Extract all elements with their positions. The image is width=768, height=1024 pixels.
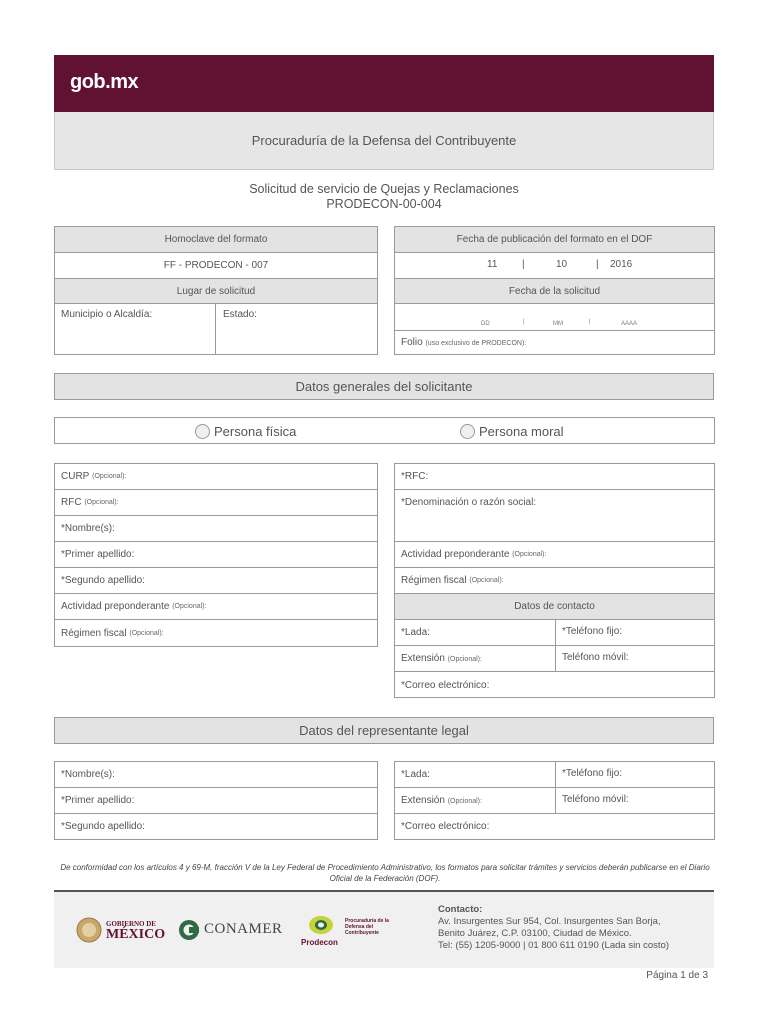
rfc-note: (Opcional):: [84, 499, 119, 506]
rfc-moral-field[interactable]: [395, 464, 714, 490]
regimen-moral-note: (Opcional):: [469, 577, 504, 584]
rep-correo-field[interactable]: [395, 814, 714, 839]
escudo-icon: [76, 917, 102, 943]
persona-selector: [54, 417, 715, 444]
actividad-moral-note: (Opcional):: [512, 551, 547, 558]
contact-address-2: Benito Juárez, C.P. 03100, Ciudad de México.: [438, 928, 632, 939]
telefono-fijo-field[interactable]: *Teléfono fijo:: [562, 626, 623, 637]
rfc-label: RFC: [61, 497, 82, 508]
estado-field[interactable]: Estado:: [223, 309, 257, 320]
curp-note: (Opcional):: [92, 473, 127, 480]
regimen-moral-field[interactable]: [395, 568, 714, 594]
contact-phone: Tel: (55) 1205-9000 | 01 800 611 0190 (Lada sin costo): [438, 940, 669, 951]
fecha-pub-sep1: |: [522, 259, 525, 270]
folio-label: Folio: [401, 337, 423, 348]
section-datos-generales: Datos generales del solicitante: [54, 373, 714, 400]
fecha-pub-month: 10: [556, 259, 568, 270]
contact-title: Contacto:: [438, 904, 483, 915]
correo-label: *Correo electrónico:: [401, 679, 490, 691]
actividad-moral-label: Actividad preponderante: [401, 549, 510, 560]
rfc-moral-label: *RFC:: [401, 471, 429, 482]
denominacion-field[interactable]: [395, 490, 714, 542]
nombre-field[interactable]: [55, 516, 377, 542]
correo-field[interactable]: [395, 672, 714, 698]
rep-lada-field[interactable]: *Lada:: [401, 769, 430, 780]
persona-fisica-option[interactable]: [195, 423, 296, 439]
rep-extension-note: (Opcional):: [447, 798, 482, 805]
regimen-moral-label: Régimen fiscal: [401, 575, 467, 586]
rep-nombre-field[interactable]: [55, 762, 377, 788]
fecha-pub-header: Fecha de publicación del formato en el DOF: [395, 227, 714, 252]
persona-moral-option[interactable]: [460, 423, 564, 439]
fecha-sol-field[interactable]: [395, 304, 714, 330]
regimen-label: Régimen fiscal: [61, 627, 127, 639]
contacto-header: Datos de contacto: [395, 594, 714, 620]
prodecon-icon: [307, 914, 335, 936]
telefono-movil-field[interactable]: Teléfono móvil:: [562, 652, 629, 663]
gob-logo[interactable]: gob.mx: [70, 71, 139, 93]
fecha-pub-sep2: |: [596, 259, 599, 270]
rfc-fisica-field[interactable]: [55, 490, 377, 516]
segundo-apellido-field[interactable]: [55, 568, 377, 594]
conamer-icon: [178, 919, 200, 941]
form-title: [54, 182, 714, 212]
rep-primer-apellido-label: *Primer apellido:: [61, 795, 135, 806]
gob-banner: [54, 55, 714, 112]
primer-apellido-field[interactable]: [55, 542, 377, 568]
contact-address-1: Av. Insurgentes Sur 954, Col. Insurgentes San Borja,: [438, 916, 661, 927]
legal-note: De conformidad con los artículos 4 y 69-M, fracción V de la Ley Federal de Procedimiento Administrativo, los formatos para solicitar trámites y servicios deberán publicarse en el Diario Oficial de la Federación (DOF).: [60, 863, 710, 883]
mm-label: MM: [553, 321, 563, 327]
rep-primer-apellido-field[interactable]: [55, 788, 377, 814]
representante-right-table: [394, 761, 715, 840]
regimen-note: (Opcional):: [129, 629, 164, 637]
persona-moral-table: [394, 463, 715, 698]
rep-nombre-label: *Nombre(s):: [61, 769, 115, 780]
folio-note: (uso exclusivo de PRODECON):: [425, 340, 527, 347]
rep-segundo-apellido-field[interactable]: [55, 814, 377, 839]
prodecon-logo: [301, 914, 409, 952]
municipio-field[interactable]: Municipio o Alcaldía:: [61, 309, 153, 320]
fecha-pub-year: 2016: [610, 259, 633, 270]
persona-moral-radio[interactable]: [460, 424, 475, 439]
folio-field[interactable]: [401, 337, 526, 348]
conamer-logo: [178, 918, 290, 946]
extension-note: (Opcional):: [447, 656, 482, 663]
homoclave-value: FF - PRODECON - 007: [163, 260, 269, 271]
nombre-label: *Nombre(s):: [61, 523, 115, 534]
primer-apellido-label: *Primer apellido:: [61, 549, 135, 560]
actividad-moral-field[interactable]: [395, 542, 714, 568]
fecha-table: [394, 226, 715, 355]
persona-moral-label: Persona moral: [479, 424, 564, 440]
persona-fisica-label: Persona física: [214, 424, 297, 440]
curp-field[interactable]: [55, 464, 377, 490]
aaaa-label: AAAA: [621, 321, 638, 327]
rep-correo-label: *Correo electrónico:: [401, 821, 490, 832]
dd-label: DD: [481, 321, 490, 327]
homoclave-table: [54, 226, 378, 355]
lada-field[interactable]: *Lada:: [401, 627, 430, 638]
curp-label: CURP: [61, 471, 90, 482]
persona-fisica-table: [54, 463, 378, 647]
fecha-sol-header: Fecha de la solicitud: [395, 279, 714, 303]
fecha-pub-day: 11: [487, 259, 498, 270]
form-code: PRODECON-00-004: [326, 197, 442, 211]
page-number: Página 1 de 3: [646, 970, 708, 981]
fecha-sol-sep2: |: [589, 319, 591, 325]
regimen-fisica-field[interactable]: [55, 620, 377, 646]
persona-fisica-radio[interactable]: [195, 424, 210, 439]
actividad-note: (Opcional):: [172, 603, 207, 610]
section-representante: Datos del representante legal: [54, 717, 714, 744]
representante-left-table: [54, 761, 378, 840]
rep-extension-field[interactable]: [401, 795, 482, 806]
homoclave-header: Homoclave del formato: [55, 227, 377, 252]
organization-title: Procuraduría de la Defensa del Contribuyente: [54, 112, 714, 170]
gobierno-mexico-logo: [76, 916, 166, 946]
denominacion-label: *Denominación o razón social:: [401, 497, 537, 508]
rep-telefono-movil-field[interactable]: Teléfono móvil:: [562, 794, 629, 805]
prodecon-full-text: Procuraduría de la Defensa del Contribuyente: [345, 918, 389, 936]
rep-extension-label: Extensión: [401, 795, 445, 806]
form-title-line1: Solicitud de servicio de Quejas y Reclamaciones: [249, 182, 519, 196]
extension-field[interactable]: [401, 653, 482, 664]
segundo-apellido-label: *Segundo apellido:: [61, 575, 145, 586]
extension-label: Extensión: [401, 653, 445, 664]
contact-block: [438, 904, 669, 952]
rep-telefono-fijo-field[interactable]: *Teléfono fijo:: [562, 768, 623, 779]
fecha-pub-value: [395, 253, 714, 278]
gobierno-de-text: GOBIERNO DE: [106, 920, 156, 928]
page-footer: [54, 890, 714, 968]
conamer-text: CONAMER: [204, 921, 283, 937]
prodecon-text: Prodecon: [301, 938, 338, 947]
lugar-header: Lugar de solicitud: [55, 279, 377, 303]
rep-segundo-apellido-label: *Segundo apellido:: [61, 821, 145, 832]
actividad-label: Actividad preponderante: [61, 601, 170, 612]
fecha-sol-sep1: |: [523, 319, 525, 325]
mexico-text: MÉXICO: [106, 927, 166, 942]
actividad-fisica-field[interactable]: [55, 594, 377, 620]
